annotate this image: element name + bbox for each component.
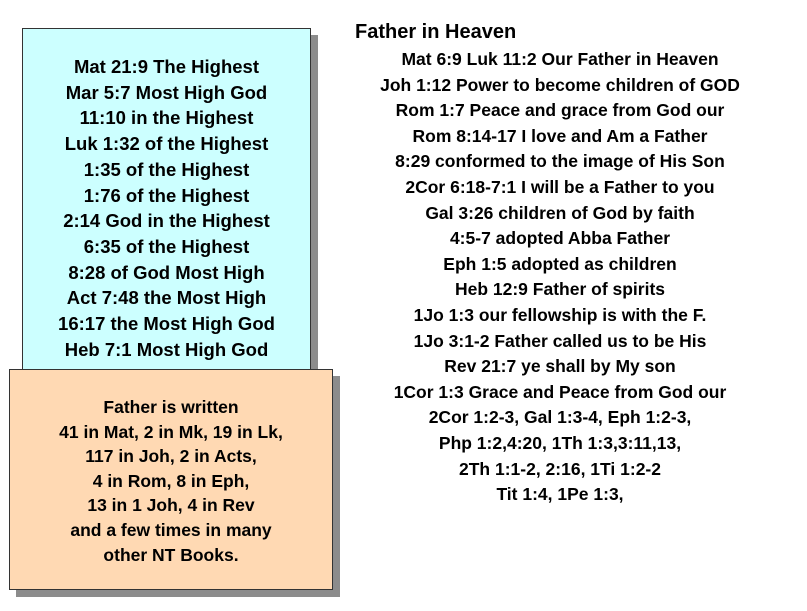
father-reference: Joh 1:12 Power to become children of GOD [380, 74, 740, 95]
most-high-reference: 11:10 in the Highest [79, 107, 254, 129]
father-reference: Rom 1:7 Peace and grace from God our [395, 100, 725, 121]
father-count-line: 41 in Mat, 2 in Mk, 19 in Lk, [59, 421, 283, 442]
father-count-line: other NT Books. [103, 544, 239, 565]
most-high-references-list [22, 54, 311, 362]
father-reference: 1Cor 1:3 Grace and Peace from God our [393, 381, 727, 402]
father-count-text [9, 395, 333, 567]
most-high-reference: Luk 1:32 of the Highest [64, 133, 269, 155]
most-high-reference: Heb 7:1 Most High God [64, 338, 269, 360]
father-reference: Tit 1:4, 1Pe 1:3, [496, 484, 624, 505]
father-count-line: 13 in 1 Joh, 4 in Rev [87, 495, 255, 516]
father-reference: Php 1:2,4:20, 1Th 1:3,3:11,13, [438, 432, 682, 453]
father-reference: 2Cor 6:18-7:1 I will be a Father to you [405, 176, 715, 197]
most-high-reference: 16:17 the Most High God [58, 313, 275, 335]
father-reference: 2Cor 1:2-3, Gal 1:3-4, Eph 1:2-3, [428, 407, 692, 428]
most-high-reference: 2:14 God in the Highest [63, 210, 270, 232]
father-count-line: Father is written [103, 397, 239, 417]
most-high-reference: 6:35 of the Highest [83, 235, 250, 257]
father-reference: 2Th 1:1-2, 2:16, 1Ti 1:2-2 [459, 458, 661, 479]
father-reference: 1Jo 3:1-2 Father called us to be His [413, 330, 707, 351]
father-count-line: and a few times in many [70, 519, 272, 540]
father-reference: Mat 6:9 Luk 11:2 Our Father in Heaven [401, 49, 719, 69]
father-count-line: 4 in Rom, 8 in Eph, [92, 470, 250, 491]
most-high-reference: Mat 21:9 The Highest [73, 56, 260, 77]
most-high-reference: 1:35 of the Highest [83, 158, 250, 180]
father-reference: 8:29 conformed to the image of His Son [395, 151, 725, 172]
page-title: Father in Heaven [355, 21, 517, 43]
father-reference: Rom 8:14-17 I love and Am a Father [412, 125, 708, 146]
most-high-reference: 8:28 of God Most High [68, 261, 265, 283]
most-high-reference: Act 7:48 the Most High [66, 287, 267, 309]
most-high-reference: Mar 5:7 Most High God [65, 81, 268, 103]
father-reference: 4:5-7 adopted Abba Father [449, 228, 671, 249]
father-reference: Gal 3:26 children of God by faith [425, 202, 695, 223]
father-references-list [318, 47, 802, 508]
father-reference: Rev 21:7 ye shall by My son [444, 356, 676, 377]
father-reference: Heb 12:9 Father of spirits [454, 279, 666, 300]
father-count-line: 117 in Joh, 2 in Acts, [85, 446, 257, 467]
father-reference: Eph 1:5 adopted as children [443, 253, 677, 274]
most-high-reference: 1:76 of the Highest [83, 184, 250, 206]
father-reference: 1Jo 1:3 our fellowship is with the F. [413, 304, 707, 325]
